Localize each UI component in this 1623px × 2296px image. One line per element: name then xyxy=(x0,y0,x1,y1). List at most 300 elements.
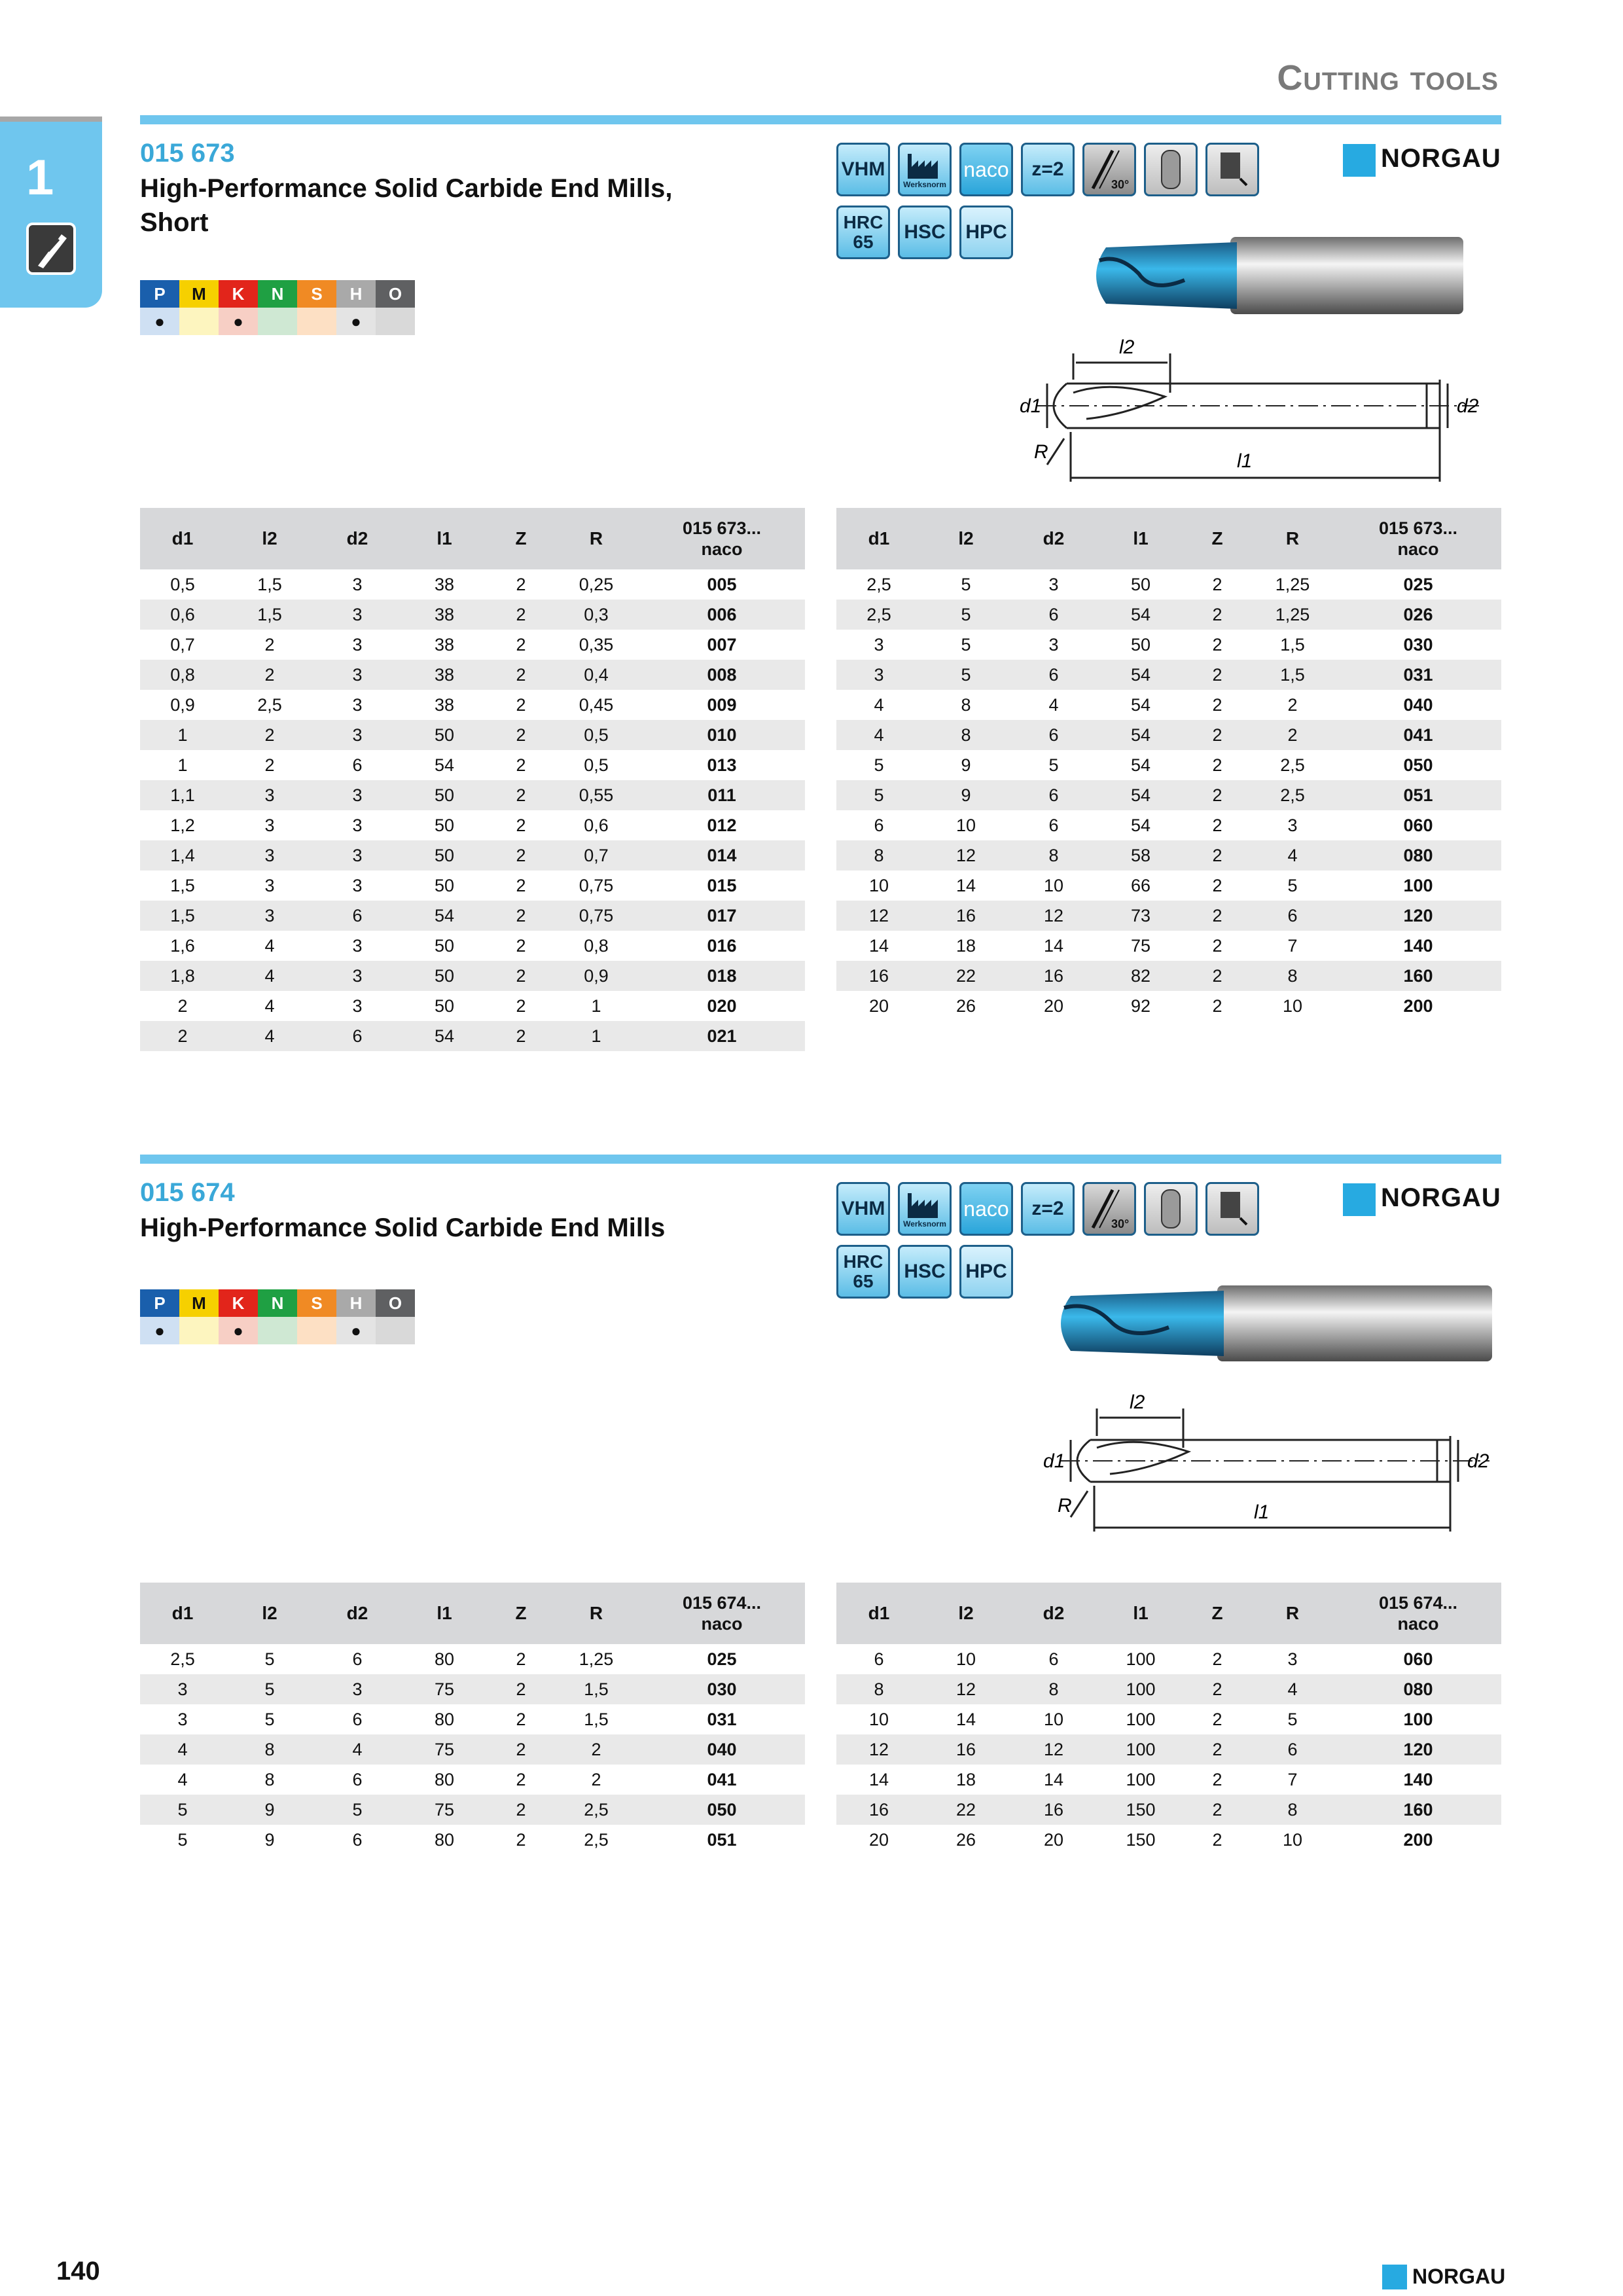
cell-l1: 50 xyxy=(1130,574,1151,594)
cell-l1: 50 xyxy=(434,815,455,835)
tool-dimension-diagram xyxy=(1008,327,1492,491)
col-z: Z xyxy=(1185,1583,1250,1644)
cell-d1: 0,9 xyxy=(170,694,195,715)
cell-order-code: 100 xyxy=(1403,1709,1433,1729)
table-row xyxy=(140,810,805,840)
cell-order-code: 021 xyxy=(639,1021,805,1051)
cell-l2: 8 xyxy=(921,720,1010,750)
cell-d2: 3 xyxy=(352,875,363,895)
table-row xyxy=(836,961,1501,991)
section-2-table-right xyxy=(836,1583,1501,1855)
cell-d1: 1,8 xyxy=(140,961,225,991)
cell-r: 0,4 xyxy=(554,660,639,690)
cell-l1: 80 xyxy=(434,1769,455,1789)
cell-l2: 3 xyxy=(225,780,314,810)
cell-l2: 8 xyxy=(264,1769,275,1789)
col-l2: l2 xyxy=(225,508,314,569)
cell-d1: 12 xyxy=(836,901,921,931)
cell-d2: 3 xyxy=(352,815,363,835)
col-coating-label: naco xyxy=(701,539,743,559)
cell-d1: 4 xyxy=(140,1734,225,1765)
material-h-dot: ● xyxy=(336,1317,376,1344)
section-1-title-line-1: High-Performance Solid Carbide End Mills, xyxy=(140,174,673,203)
cell-d1: 20 xyxy=(868,996,889,1016)
table-row xyxy=(836,1644,1501,1674)
helix-angle-label: 30° xyxy=(1111,1217,1130,1230)
section-1-table-right xyxy=(836,508,1501,1021)
cell-d1: 2,5 xyxy=(866,574,891,594)
cell-l2: 14 xyxy=(955,875,976,895)
cell-d2: 6 xyxy=(314,1021,401,1051)
cell-d1: 10 xyxy=(868,1709,889,1729)
section-2-code: 015 674 xyxy=(140,1178,235,1207)
cell-order-code: 051 xyxy=(707,1829,737,1850)
tool-dimension-diagram xyxy=(1031,1380,1503,1543)
cell-d2: 3 xyxy=(314,600,401,630)
cell-l1: 75 xyxy=(401,1795,488,1825)
cell-d1: 8 xyxy=(836,840,921,870)
cell-d2: 3 xyxy=(352,996,363,1016)
cell-order-code: 060 xyxy=(1403,1649,1433,1669)
cell-order-code: 080 xyxy=(1335,1674,1501,1704)
cell-l2: 5 xyxy=(921,660,1010,690)
cell-order-code: 010 xyxy=(639,720,805,750)
naco-badge: naco xyxy=(959,1182,1013,1236)
table-row xyxy=(836,931,1501,961)
chamfer-badge xyxy=(1205,143,1259,196)
end-mill-icon xyxy=(26,223,76,275)
cell-l1: 50 xyxy=(401,720,488,750)
cell-d2: 5 xyxy=(1048,755,1059,775)
table-row xyxy=(836,750,1501,780)
cell-d1: 4 xyxy=(836,720,921,750)
chapter-tab-top-border xyxy=(0,117,102,122)
cylinder-shank-badge xyxy=(1144,1182,1198,1236)
hpc-badge: HPC xyxy=(959,1245,1013,1299)
diagram-label-r: R xyxy=(1034,441,1048,463)
helix-angle-label: 30° xyxy=(1111,178,1130,191)
cell-d2: 14 xyxy=(1043,935,1064,956)
cell-r: 0,25 xyxy=(579,574,614,594)
cell-r: 2 xyxy=(591,1769,601,1789)
brand-logo-text: NORGAU xyxy=(1381,1183,1501,1212)
cell-order-code: 008 xyxy=(639,660,805,690)
helix-30-badge xyxy=(1082,1182,1136,1236)
cell-z: 2 xyxy=(1185,961,1250,991)
material-p: P xyxy=(140,280,179,308)
material-h-dot: ● xyxy=(336,308,376,335)
cell-d1: 3 xyxy=(836,660,921,690)
material-k: K xyxy=(219,280,258,308)
cell-z: 2 xyxy=(1185,660,1250,690)
material-k: K xyxy=(219,1289,258,1317)
cell-z: 2 xyxy=(516,574,526,594)
helix-angle-icon xyxy=(1086,147,1132,192)
werksnorm-label: Werksnorm xyxy=(903,1219,946,1229)
cell-d2: 3 xyxy=(1048,574,1059,594)
cell-d2: 5 xyxy=(314,1795,401,1825)
material-p: P xyxy=(140,1289,179,1317)
table-header-row xyxy=(140,508,805,569)
diagram-label-l1: l1 xyxy=(1237,450,1253,472)
material-o: O xyxy=(376,280,415,308)
cell-l1: 75 xyxy=(1130,935,1151,956)
cell-d1: 2,5 xyxy=(836,600,921,630)
cell-l2: 2 xyxy=(264,634,275,655)
col-r: R xyxy=(554,508,639,569)
diagram-label-l1: l1 xyxy=(1254,1501,1270,1523)
cell-d2: 3 xyxy=(352,935,363,956)
cell-order-code: 160 xyxy=(1335,1795,1501,1825)
table-row xyxy=(140,961,805,991)
chamfer-icon xyxy=(1211,149,1253,190)
cell-l2: 18 xyxy=(955,935,976,956)
cell-r: 1 xyxy=(554,1021,639,1051)
cell-z: 2 xyxy=(516,694,526,715)
col-order-code xyxy=(639,1583,805,1644)
col-r: R xyxy=(554,1583,639,1644)
cell-d2: 4 xyxy=(314,1734,401,1765)
cell-z: 2 xyxy=(488,1021,554,1051)
cell-l2: 5 xyxy=(961,574,971,594)
col-order-code xyxy=(639,508,805,569)
chamfer-badge xyxy=(1205,1182,1259,1236)
material-p-dot: ● xyxy=(140,1317,179,1344)
table-row xyxy=(836,660,1501,690)
cell-order-code: 100 xyxy=(1403,875,1433,895)
col-d1: d1 xyxy=(140,1583,225,1644)
cell-z: 2 xyxy=(516,634,526,655)
cell-order-code: 018 xyxy=(639,961,805,991)
cell-r: 1,5 xyxy=(1280,634,1305,655)
table-row xyxy=(836,991,1501,1021)
table-row xyxy=(140,1795,805,1825)
col-r: R xyxy=(1250,1583,1335,1644)
section-1-title xyxy=(140,171,794,240)
cell-z: 2 xyxy=(1212,815,1222,835)
col-order-code-label: 015 673... xyxy=(682,518,762,538)
diagram-label-l2: l2 xyxy=(1130,1391,1145,1413)
cell-r: 0,5 xyxy=(584,755,609,775)
section-1-table-left xyxy=(140,508,805,1051)
cell-d2: 3 xyxy=(314,780,401,810)
cell-order-code: 005 xyxy=(707,574,737,594)
cell-l2: 3 xyxy=(225,840,314,870)
material-n-dot xyxy=(258,308,297,335)
cell-d2: 3 xyxy=(314,660,401,690)
cell-order-code: 160 xyxy=(1335,961,1501,991)
table-row xyxy=(836,1795,1501,1825)
cylinder-icon xyxy=(1158,147,1184,192)
cell-order-code: 012 xyxy=(707,815,737,835)
cell-d2: 3 xyxy=(352,574,363,594)
page-header-title: Cutting tools xyxy=(1277,58,1499,98)
cell-d1: 1 xyxy=(177,755,188,775)
cell-r: 2,5 xyxy=(584,1829,609,1850)
cell-d2: 20 xyxy=(1043,996,1064,1016)
cell-r: 5 xyxy=(1287,875,1298,895)
cell-r: 1,5 xyxy=(554,1674,639,1704)
material-p-dot: ● xyxy=(140,308,179,335)
col-l1: l1 xyxy=(401,508,488,569)
table-row xyxy=(140,600,805,630)
table-body xyxy=(836,569,1501,1021)
table-row xyxy=(836,1825,1501,1855)
cell-order-code: 025 xyxy=(707,1649,737,1669)
table-row xyxy=(140,690,805,720)
cell-l1: 38 xyxy=(434,634,455,655)
table-row xyxy=(836,780,1501,810)
cell-r: 1 xyxy=(591,996,601,1016)
hrc65-badge: HRC 65 xyxy=(836,1245,890,1299)
cell-l2: 10 xyxy=(955,815,976,835)
cell-order-code: 051 xyxy=(1335,780,1501,810)
col-d2: d2 xyxy=(314,1583,401,1644)
cell-l2: 9 xyxy=(225,1795,314,1825)
cell-r: 0,5 xyxy=(554,720,639,750)
cell-order-code: 050 xyxy=(639,1795,805,1825)
material-h: H xyxy=(336,1289,376,1317)
cell-r: 2 xyxy=(1287,694,1298,715)
section-2-table-left xyxy=(140,1583,805,1855)
cell-d1: 4 xyxy=(874,694,884,715)
cell-d1: 5 xyxy=(836,780,921,810)
section-1-title-line-2: Short xyxy=(140,208,209,237)
page-number: 140 xyxy=(56,2257,100,2286)
material-m-dot xyxy=(179,308,219,335)
cell-order-code: 040 xyxy=(1403,694,1433,715)
cell-order-code: 031 xyxy=(707,1709,737,1729)
cell-order-code: 009 xyxy=(707,694,737,715)
cell-r: 1,25 xyxy=(579,1649,614,1669)
cell-r: 2 xyxy=(554,1734,639,1765)
hpc-badge: HPC xyxy=(959,206,1013,259)
cell-d1: 8 xyxy=(836,1674,921,1704)
cell-z: 2 xyxy=(1212,1829,1222,1850)
cell-d2: 16 xyxy=(1010,961,1097,991)
col-d1: d1 xyxy=(140,508,225,569)
col-order-code xyxy=(1335,508,1501,569)
cell-l1: 50 xyxy=(401,840,488,870)
material-m: M xyxy=(179,1289,219,1317)
cell-r: 3 xyxy=(1287,815,1298,835)
cell-l1: 54 xyxy=(434,755,455,775)
naco-badge: naco xyxy=(959,143,1013,196)
cell-r: 0,55 xyxy=(554,780,639,810)
cell-l1: 100 xyxy=(1126,1769,1156,1789)
chamfer-icon xyxy=(1211,1188,1253,1230)
cell-l2: 4 xyxy=(225,1021,314,1051)
section-2-title xyxy=(140,1211,794,1245)
cell-d2: 6 xyxy=(352,1769,363,1789)
cell-order-code: 031 xyxy=(1335,660,1501,690)
cell-l2: 4 xyxy=(225,961,314,991)
section-1-material-grid xyxy=(140,280,415,335)
cell-d1: 16 xyxy=(836,961,921,991)
diagram-label-d1: d1 xyxy=(1043,1450,1065,1472)
table-row xyxy=(140,1825,805,1855)
material-h: H xyxy=(336,280,376,308)
diagram-label-r: R xyxy=(1058,1495,1072,1516)
cell-order-code: 140 xyxy=(1403,1769,1433,1789)
cell-d1: 4 xyxy=(177,1769,188,1789)
table-row xyxy=(140,931,805,961)
section-1-code: 015 673 xyxy=(140,139,235,168)
col-coating-label: naco xyxy=(1397,1614,1439,1634)
cell-d1: 0,5 xyxy=(170,574,195,594)
cell-l1: 100 xyxy=(1126,1649,1156,1669)
table-row xyxy=(836,810,1501,840)
brand-square-icon xyxy=(1343,1183,1376,1216)
cell-d1: 14 xyxy=(868,1769,889,1789)
material-k-dot: ● xyxy=(219,308,258,335)
diagram-label-l2: l2 xyxy=(1119,336,1135,358)
col-z: Z xyxy=(488,508,554,569)
table-row xyxy=(836,569,1501,600)
table-row xyxy=(140,630,805,660)
cell-r: 2,5 xyxy=(1280,755,1305,775)
material-n: N xyxy=(258,1289,297,1317)
cell-l2: 3 xyxy=(225,901,314,931)
cell-d1: 14 xyxy=(868,935,889,956)
cell-z: 2 xyxy=(1185,840,1250,870)
cell-l1: 50 xyxy=(401,961,488,991)
table-row xyxy=(836,600,1501,630)
cell-z: 2 xyxy=(1212,1649,1222,1669)
cell-z: 2 xyxy=(488,600,554,630)
cell-d1: 2 xyxy=(177,996,188,1016)
vhm-badge: VHM xyxy=(836,1182,890,1236)
col-order-code-label: 015 674... xyxy=(1378,1593,1458,1613)
cell-l2: 1,5 xyxy=(257,574,282,594)
cell-d2: 10 xyxy=(1043,875,1064,895)
cell-l2: 2 xyxy=(225,720,314,750)
cell-r: 0,8 xyxy=(584,935,609,956)
material-o-dot xyxy=(376,1317,415,1344)
cell-order-code: 041 xyxy=(707,1769,737,1789)
cell-r: 7 xyxy=(1287,1769,1298,1789)
cell-r: 0,3 xyxy=(554,600,639,630)
cell-z: 2 xyxy=(1185,1795,1250,1825)
cell-d2: 6 xyxy=(1010,660,1097,690)
cell-d1: 1,5 xyxy=(170,875,195,895)
col-order-code-label: 015 674... xyxy=(682,1593,762,1613)
col-l1: l1 xyxy=(1097,508,1185,569)
cell-order-code: 016 xyxy=(707,935,737,956)
cell-z: 2 xyxy=(1185,720,1250,750)
table-body xyxy=(836,1644,1501,1855)
cell-d1: 0,7 xyxy=(170,634,195,655)
cell-d1: 3 xyxy=(140,1674,225,1704)
cell-z: 2 xyxy=(1212,996,1222,1016)
cell-d1: 1,5 xyxy=(140,901,225,931)
cell-d1: 5 xyxy=(140,1795,225,1825)
cell-l1: 38 xyxy=(434,694,455,715)
table-row xyxy=(140,780,805,810)
cell-z: 2 xyxy=(1212,755,1222,775)
cell-d2: 6 xyxy=(1048,815,1059,835)
cell-l1: 38 xyxy=(401,600,488,630)
cell-z: 2 xyxy=(516,875,526,895)
col-d2: d2 xyxy=(314,508,401,569)
cell-l1: 50 xyxy=(434,935,455,956)
cell-l2: 14 xyxy=(955,1709,976,1729)
col-coating-label: naco xyxy=(1397,539,1439,559)
hsc-badge: HSC xyxy=(898,206,952,259)
cell-d1: 6 xyxy=(874,1649,884,1669)
cell-l1: 80 xyxy=(434,1649,455,1669)
cell-l1: 50 xyxy=(1130,634,1151,655)
footer-brand-square-icon xyxy=(1382,2265,1407,2289)
cell-order-code: 030 xyxy=(1403,634,1433,655)
brand-square-icon xyxy=(1343,144,1376,177)
cell-z: 2 xyxy=(488,780,554,810)
cell-z: 2 xyxy=(1212,875,1222,895)
cell-d2: 8 xyxy=(1010,840,1097,870)
cell-d2: 6 xyxy=(352,1649,363,1669)
cell-l2: 1,5 xyxy=(225,600,314,630)
cell-d1: 1,6 xyxy=(170,935,195,956)
cell-l1: 73 xyxy=(1097,901,1185,931)
cell-d1: 1 xyxy=(140,720,225,750)
z2-badge: z=2 xyxy=(1021,143,1075,196)
diagram-label-d2: d2 xyxy=(1457,395,1479,417)
material-o: O xyxy=(376,1289,415,1317)
cell-z: 2 xyxy=(516,1829,526,1850)
cell-l1: 82 xyxy=(1097,961,1185,991)
cell-l2: 22 xyxy=(921,1795,1010,1825)
cell-z: 2 xyxy=(516,996,526,1016)
cell-d1: 12 xyxy=(836,1734,921,1765)
table-row xyxy=(836,1704,1501,1734)
cell-l2: 26 xyxy=(955,996,976,1016)
table-row xyxy=(836,630,1501,660)
cell-order-code: 025 xyxy=(1403,574,1433,594)
cell-order-code: 026 xyxy=(1335,600,1501,630)
cell-z: 2 xyxy=(1185,600,1250,630)
cell-r: 4 xyxy=(1250,840,1335,870)
cell-r: 3 xyxy=(1287,1649,1298,1669)
cell-z: 2 xyxy=(516,815,526,835)
cell-r: 0,7 xyxy=(554,840,639,870)
cell-l1: 150 xyxy=(1097,1795,1185,1825)
cell-order-code: 013 xyxy=(707,755,737,775)
cell-l2: 2 xyxy=(225,660,314,690)
cell-z: 2 xyxy=(488,901,554,931)
chapter-tab[interactable] xyxy=(0,117,102,308)
cell-l1: 66 xyxy=(1130,875,1151,895)
cell-l1: 58 xyxy=(1097,840,1185,870)
table-row xyxy=(140,1704,805,1734)
cell-z: 2 xyxy=(1212,574,1222,594)
col-z: Z xyxy=(1185,508,1250,569)
cell-z: 2 xyxy=(1212,694,1222,715)
cell-l2: 8 xyxy=(225,1734,314,1765)
cell-d2: 3 xyxy=(1048,634,1059,655)
cell-r: 0,35 xyxy=(579,634,614,655)
cell-r: 1,25 xyxy=(1275,574,1310,594)
table-row xyxy=(140,870,805,901)
hsc-badge: HSC xyxy=(898,1245,952,1299)
cell-z: 2 xyxy=(516,755,526,775)
cell-l1: 54 xyxy=(1097,600,1185,630)
table-row xyxy=(836,720,1501,750)
cell-r: 1,5 xyxy=(1250,660,1335,690)
cell-z: 2 xyxy=(1185,780,1250,810)
cell-l1: 54 xyxy=(1097,720,1185,750)
table-header-row xyxy=(140,1583,805,1644)
z2-badge: z=2 xyxy=(1021,1182,1075,1236)
